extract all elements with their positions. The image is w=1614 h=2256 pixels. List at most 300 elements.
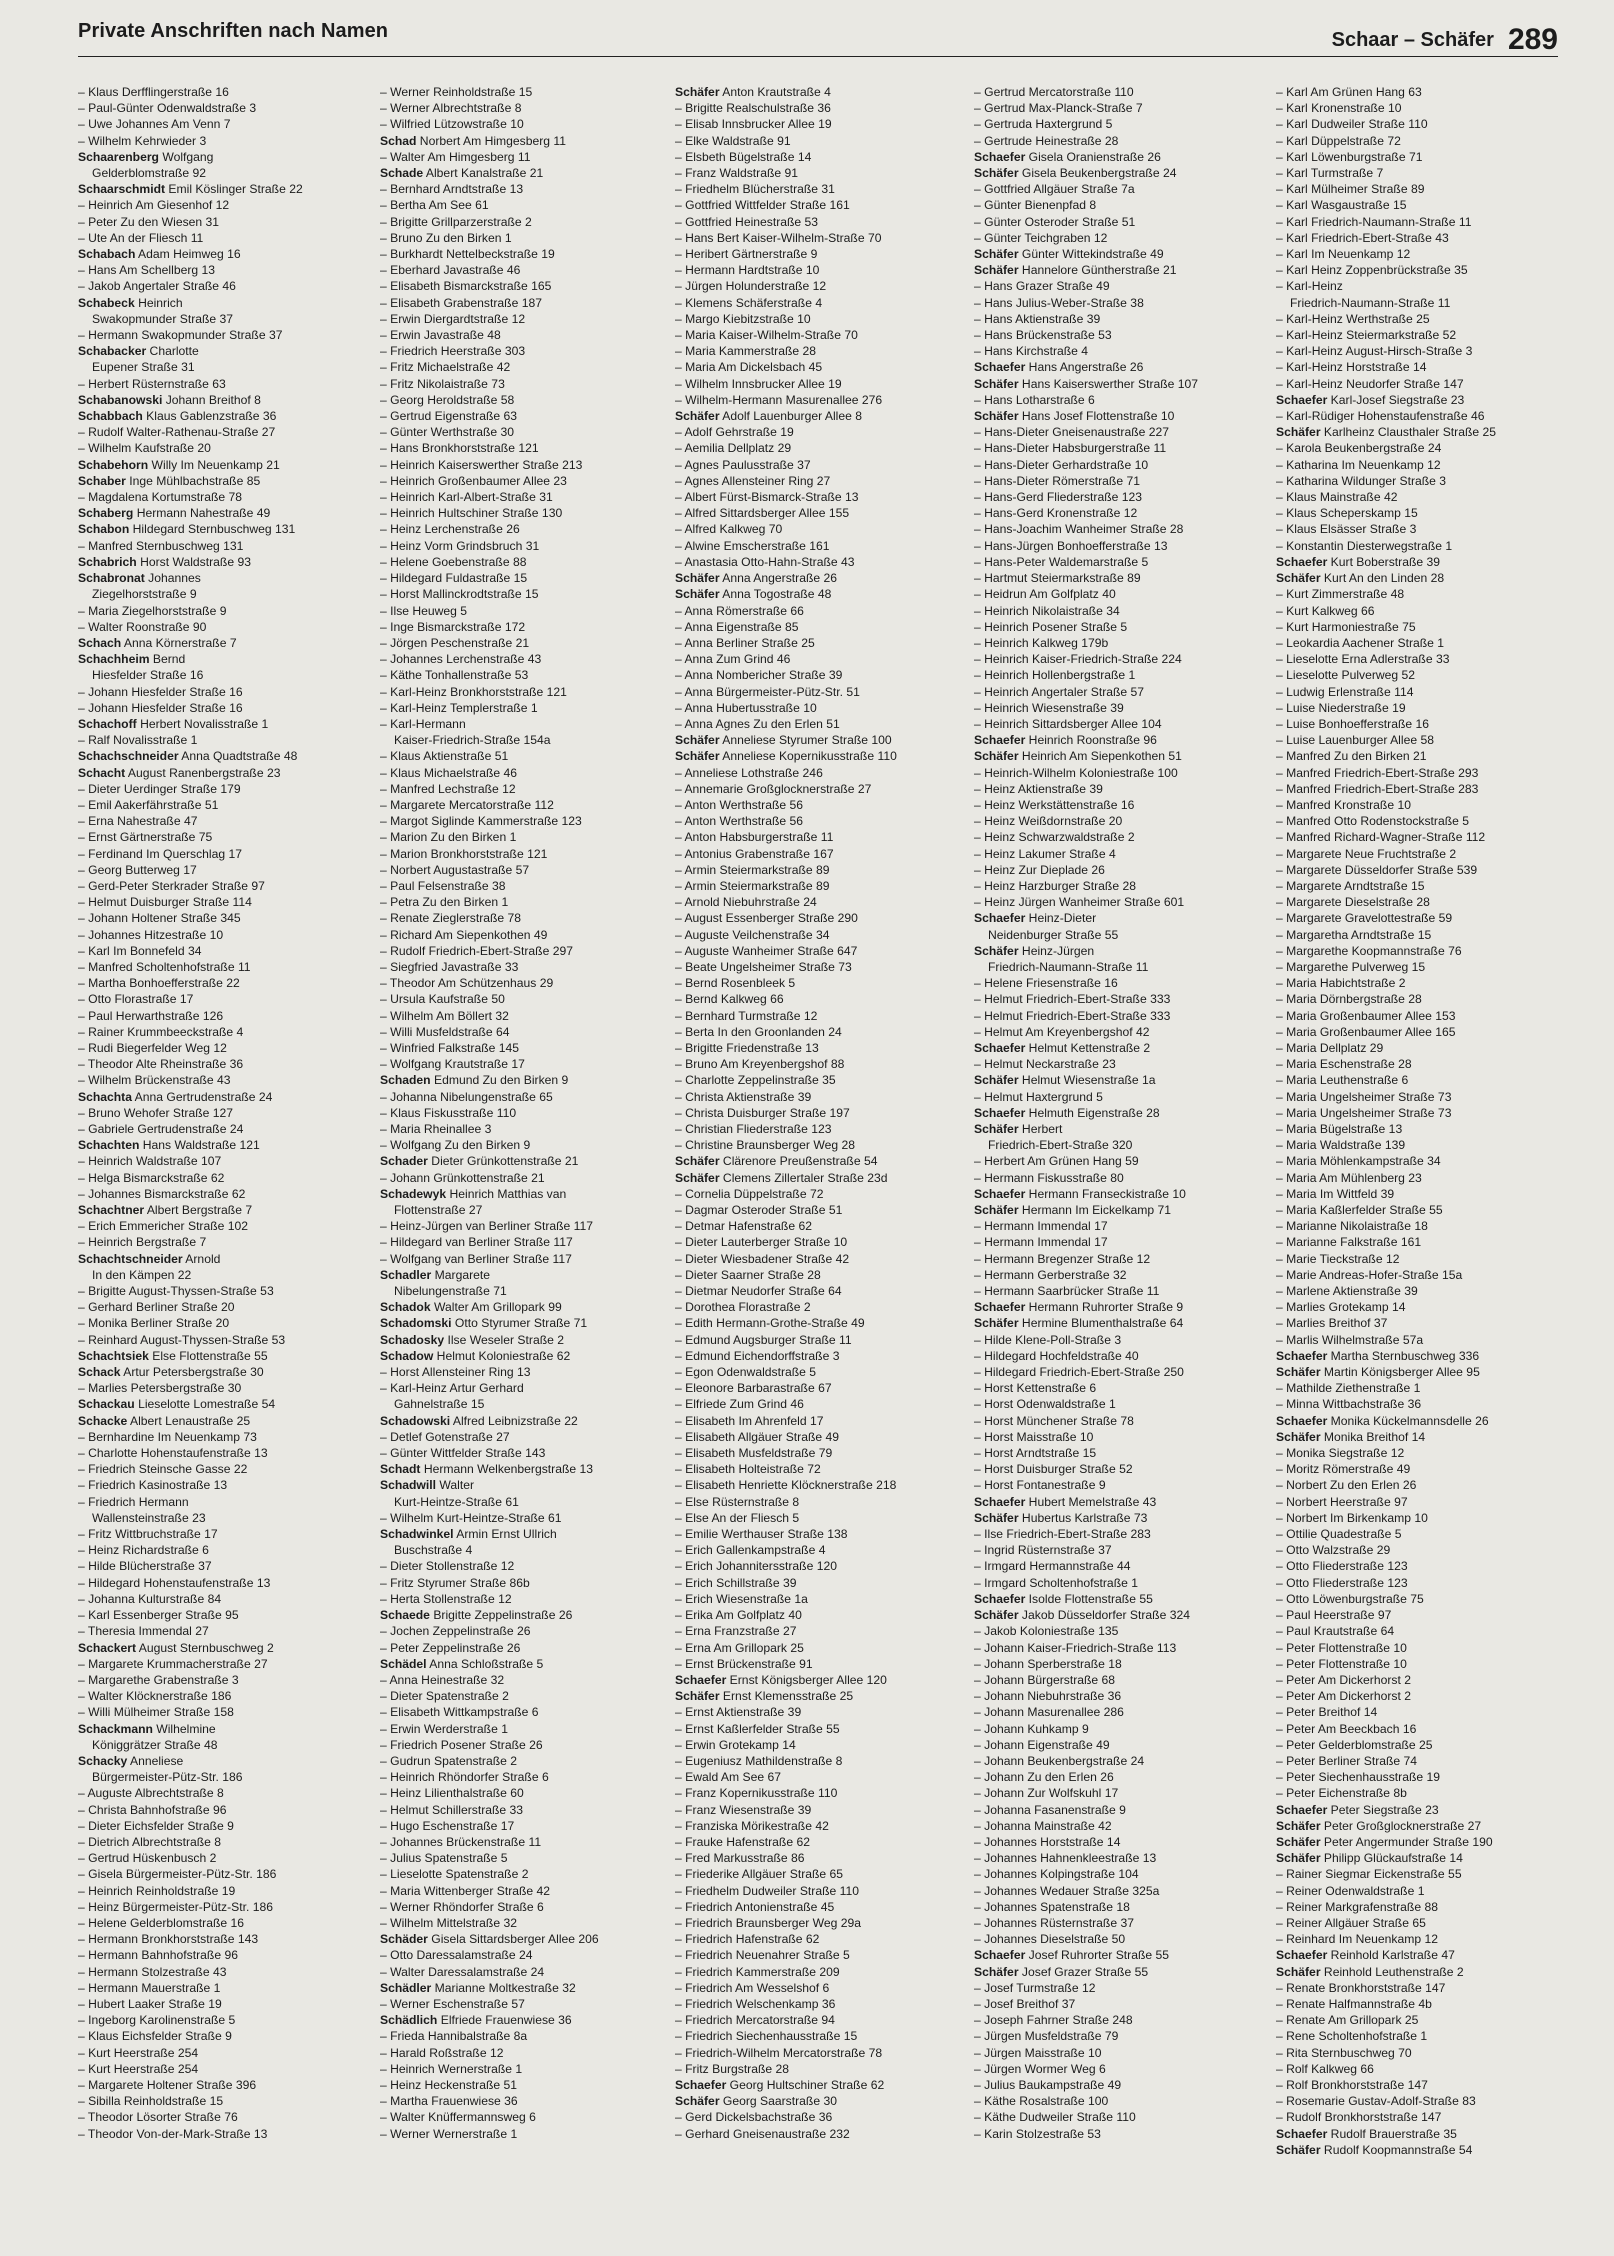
directory-entry: – Marlies Petersbergstraße 30 [78,1381,242,1396]
directory-entry: – Heinz Schwarzwaldstraße 2 [974,830,1135,845]
directory-entry: Hiesfelder Straße 16 [92,668,204,683]
directory-entry: Nibelungenstraße 71 [394,1284,507,1299]
directory-entry: – Peter Gelderblomstraße 25 [1276,1737,1433,1752]
directory-entry: – Luise Bonhoefferstraße 16 [1276,716,1429,731]
directory-entry: – Johann Hiesfelder Straße 16 [78,700,243,715]
directory-entry: Schabronat Johannes [78,571,201,586]
directory-entry: Schäfer Georg Saarstraße 30 [675,2094,837,2109]
directory-entry: – Johann Hiesfelder Straße 16 [78,684,243,699]
directory-entry: – Karl Mülheimer Straße 89 [1276,182,1425,197]
surname: Schäfer [675,409,720,424]
directory-entry: – Gerhard Gneisenaustraße 232 [675,2126,850,2141]
directory-entry: – Antonius Grabenstraße 167 [675,846,834,861]
directory-entry: – Werner Eschenstraße 57 [380,1996,525,2011]
directory-entry: – Elisabeth Im Ahrenfeld 17 [675,1413,824,1428]
directory-entry: Schaefer Hermann Ruhrorter Straße 9 [974,1300,1184,1315]
directory-entry: – Wolfgang Zu den Birken 9 [380,1138,531,1153]
directory-entry: – Heinrich Nikolaistraße 34 [974,603,1120,618]
directory-entry: – Hartmut Steiermarkstraße 89 [974,571,1141,586]
directory-entry: – Eberhard Javastraße 46 [380,263,521,278]
directory-entry: – Hans Brückenstraße 53 [974,328,1112,343]
directory-entry: – Marianne Falkstraße 161 [1276,1235,1422,1250]
surname: Schäfer [675,2094,720,2109]
directory-entry: – Ernst Aktienstraße 39 [675,1705,802,1720]
surname: Schadok [380,1300,431,1315]
directory-entry: – Elisabeth Musfeldstraße 79 [675,1446,833,1461]
column-2 [380,84,672,2142]
directory-entry: – Ute An der Fliesch 11 [78,230,204,245]
directory-entry: Schabrich Horst Waldstraße 93 [78,554,251,569]
directory-entry: – Johannes Spatenstraße 18 [974,1899,1130,1914]
directory-entry: Schäfer Hermine Blumenthalstraße 64 [974,1316,1184,1331]
directory-entry: Schabon Hildegard Sternbuschweg 131 [78,522,296,537]
directory-entry: – Anna Heinestraße 32 [380,1672,505,1687]
directory-entry: Schaberg Hermann Nahestraße 49 [78,506,271,521]
directory-entry: – Elfriede Zum Grind 46 [675,1397,804,1412]
directory-entry: – Karl Kronenstraße 10 [1276,101,1402,116]
directory-entry: Schäfer Hannelore Güntherstraße 21 [974,263,1177,278]
directory-entry: – Else Rüsternstraße 8 [675,1494,800,1509]
directory-entry: – Karl Düppelstraße 72 [1276,133,1401,148]
directory-entry: – Käthe Rosalstraße 100 [974,2094,1109,2109]
directory-entry: – Maria Habichtstraße 2 [1276,976,1406,991]
directory-entry: – Margarete Düsseldorfer Straße 539 [1276,862,1478,877]
directory-entry: – Horst Mallinckrodtstraße 15 [380,587,539,602]
directory-entry: Schachten Hans Waldstraße 121 [78,1138,260,1153]
surname: Schadow [380,1348,434,1363]
directory-entry: – Margarete Krummacherstraße 27 [78,1656,268,1671]
directory-entry: – Klaus Fiskusstraße 110 [380,1105,517,1120]
directory-entry: – Paul Heerstraße 97 [1276,1608,1392,1623]
directory-entry: – Rainer Siegmar Eickenstraße 55 [1276,1867,1462,1882]
directory-entry: – Werner Rhöndorfer Straße 6 [380,1899,544,1914]
directory-entry: – Auguste Albrechtstraße 8 [78,1786,224,1801]
directory-entry: – Irmgard Hermannstraße 44 [974,1559,1131,1574]
surname: Schaefer [974,149,1026,164]
directory-entry: – Horst Fontanestraße 9 [974,1478,1106,1493]
directory-entry: Friedrich-Ebert-Straße 320 [988,1138,1133,1153]
directory-entry: – Katharina Im Neuenkamp 12 [1276,457,1441,472]
directory-entry: – Helmut Friedrich-Ebert-Straße 333 [974,1008,1171,1023]
directory-entry: – Norbert Heerstraße 97 [1276,1494,1408,1509]
directory-entry: Schackert August Sternbuschweg 2 [78,1640,274,1655]
directory-entry: – Hermann Saarbrücker Straße 11 [974,1284,1160,1299]
surname: Schade [380,166,424,181]
directory-entry: – Friedrich Heerstraße 303 [380,344,526,359]
directory-entry: – Christian Fliederstraße 123 [675,1122,832,1136]
directory-entry: – Leokardia Aachener Straße 1 [1276,635,1445,650]
directory-entry: Schädel Anna Schloßstraße 5 [380,1656,544,1671]
directory-entry: – Maria Dörnbergstraße 28 [1276,992,1422,1007]
directory-entry: – Klaus Mainstraße 42 [1276,490,1398,505]
directory-entry: – Johannes Kolpingstraße 104 [974,1867,1139,1882]
directory-entry: – Helmut Neckarstraße 23 [974,1057,1116,1072]
directory-entry: – Peter Flottenstraße 10 [1276,1640,1407,1655]
directory-entry: – Heribert Gärtnerstraße 9 [675,247,818,262]
directory-entry: – Friedrich Posener Straße 26 [380,1737,543,1752]
directory-entry: – Ernst Brückenstraße 91 [675,1656,813,1671]
directory-entry: – Manfred Lechstraße 12 [380,781,516,796]
directory-entry: – Heidrun Am Golfplatz 40 [974,587,1116,602]
directory-entry: – Wilhelm Kehrwieder 3 [78,133,207,148]
directory-entry: – Winfried Falkstraße 145 [380,1040,519,1055]
directory-entry: – Werner Wernerstraße 1 [380,2126,518,2141]
directory-entry: – Heinrich-Wilhelm Koloniestraße 100 [974,765,1178,780]
directory-entry: Buschstraße 4 [394,1543,473,1558]
directory-entry: – Elisabeth Wittkampstraße 6 [380,1705,539,1720]
directory-entry: In den Kämpen 22 [92,1267,192,1282]
directory-entry: Schäfer Anneliese Styrumer Straße 100 [675,733,892,748]
directory-entry: – Manfred Richard-Wagner-Straße 112 [1276,830,1486,845]
directory-entry: – Heinz Zur Dieplade 26 [974,862,1105,877]
directory-entry: – Franziska Mörikestraße 42 [675,1818,829,1833]
directory-entry: – Theodor Alte Rheinstraße 36 [78,1057,244,1072]
directory-entry: – Karl-Heinz August-Hirsch-Straße 3 [1276,344,1473,359]
directory-entry: – Friedrich Kammerstraße 209 [675,1964,840,1979]
directory-entry: – Anton Werthstraße 56 [675,797,803,812]
directory-entry: – Hans-Peter Waldemarstraße 5 [974,554,1149,569]
directory-entry: – Helmut Duisburger Straße 114 [78,895,252,910]
directory-entry: – Ingeborg Karolinenstraße 5 [78,2013,236,2028]
directory-entry: Schaefer Monika Kückelmannsdelle 26 [1276,1413,1489,1428]
directory-entry: – Luise Niederstraße 19 [1276,700,1406,715]
directory-entry: – Reiner Allgäuer Straße 65 [1276,1915,1426,1930]
directory-entry: – Rudolf Walter-Rathenau-Straße 27 [78,425,276,440]
directory-entry: – Ursula Kaufstraße 50 [380,992,505,1007]
directory-entry: – Monika Berliner Straße 20 [78,1316,230,1331]
directory-entry: – Walter Am Himgesberg 11 [380,149,531,164]
directory-entry: – Minna Wittbachstraße 36 [1276,1397,1422,1412]
directory-entry: – Rene Scholtenhofstraße 1 [1276,2029,1428,2044]
directory-entry: – Rainer Krummbeeckstraße 4 [78,1024,244,1039]
directory-entry: – Agnes Allensteiner Ring 27 [675,473,831,488]
surname: Schaefer [974,360,1026,375]
directory-entry: – Fritz Nikolaistraße 73 [380,376,505,391]
directory-entry: – Friedrich Antonienstraße 45 [675,1899,835,1914]
directory-entry: – Christa Aktienstraße 39 [675,1089,812,1104]
directory-entry: – Jörgen Peschenstraße 21 [380,635,530,650]
directory-entry: – Werner Reinholdstraße 15 [380,85,533,99]
directory-entry: Schaefer Helmuth Eigenstraße 28 [974,1105,1160,1120]
directory-entry: – Ferdinand Im Querschlag 17 [78,846,242,861]
directory-entry: – Hildegard Fuldastraße 15 [380,571,528,586]
surname: Schäfer [974,409,1019,424]
directory-entry: Schade Albert Kanalstraße 21 [380,166,544,181]
directory-entry: – Marion Zu den Birken 1 [380,830,517,845]
surname: Schäfer [974,1510,1019,1525]
directory-entry: Schadowski Alfred Leibnizstraße 22 [380,1413,578,1428]
directory-entry: Schack Artur Petersbergstraße 30 [78,1365,264,1380]
directory-entry: – Klaus Scheperskamp 15 [1276,506,1418,521]
surname: Schackert [78,1640,137,1655]
directory-entry: – Maria Eschenstraße 28 [1276,1057,1412,1072]
directory-entry: – Theodor Von-der-Mark-Straße 13 [78,2126,268,2141]
directory-entry: – Maria Im Wittfeld 39 [1276,1186,1395,1201]
directory-entry: – Maria Kammerstraße 28 [675,344,817,359]
directory-entry: – Katharina Wildunger Straße 3 [1276,473,1447,488]
directory-entry: – Hugo Eschenstraße 17 [380,1818,515,1833]
directory-entry: – Elisabeth Allgäuer Straße 49 [675,1429,839,1444]
directory-entry: Schaefer Peter Siegstraße 23 [1276,1802,1439,1817]
surname: Schabehorn [78,457,149,472]
directory-entry: – Horst Duisburger Straße 52 [974,1462,1133,1477]
directory-entry: Schäfer Anna Angerstraße 26 [675,571,837,586]
directory-entry: Schachtschneider Arnold [78,1251,221,1266]
directory-entry: – Albert Fürst-Bismarck-Straße 13 [675,490,859,505]
directory-entry: – Johann Niebuhrstraße 36 [974,1689,1122,1704]
directory-entry: – Anna Römerstraße 66 [675,603,804,618]
directory-entry: Schäfer Helmut Wiesenstraße 1a [974,1073,1156,1088]
directory-entry: – Berta In den Groonlanden 24 [675,1024,842,1039]
surname: Schabrich [78,554,137,569]
directory-entry: Schadwill Walter [380,1478,474,1493]
directory-entry: – Franz Wiesenstraße 39 [675,1802,812,1817]
directory-entry: – Klaus Michaelstraße 46 [380,765,517,780]
directory-entry: – Franz Waldstraße 91 [675,166,799,181]
directory-entry: – Heinrich Hultschiner Straße 130 [380,506,563,521]
directory-entry: – Heinrich Hollenbergstraße 1 [974,668,1136,683]
directory-entry: – Rudi Biegerfelder Weg 12 [78,1040,227,1055]
directory-entry: – Gudrun Spatenstraße 2 [380,1753,518,1768]
directory-entry: – Detlef Gotenstraße 27 [380,1429,510,1444]
directory-entry: – Harald Roßstraße 12 [380,2045,504,2060]
directory-entry: – Siegfried Javastraße 33 [380,959,519,974]
directory-entry: – Emil Aakerfährstraße 51 [78,797,219,812]
directory-entry: – Friedhelm Blücherstraße 31 [675,182,835,197]
directory-entry: – Hildegard Hohenstaufenstraße 13 [78,1575,271,1590]
surname: Schachschneider [78,749,179,764]
directory-entry: – Günter Teichgraben 12 [974,230,1108,245]
directory-entry: – Herbert Rüsternstraße 63 [78,376,226,391]
directory-entry: – Maria Rheinallee 3 [380,1122,492,1136]
directory-entry: – Renate Zieglerstraße 78 [380,911,522,926]
directory-entry: – Fritz Wittbruchstraße 17 [78,1527,218,1542]
directory-entry: Schach Anna Körnerstraße 7 [78,635,237,650]
directory-entry: – Dieter Uerdinger Straße 179 [78,781,241,796]
directory-entry: Schäfer Hans Josef Flottenstraße 10 [974,409,1175,424]
directory-entry: – Kurt Zimmerstraße 48 [1276,587,1405,602]
directory-entry: – Hermann Immendal 17 [974,1235,1108,1250]
surname: Schäfer [974,1203,1019,1218]
directory-entry: – Peter Siechenhausstraße 19 [1276,1770,1440,1785]
directory-entry: – Christine Braunsberger Weg 28 [675,1138,855,1153]
directory-entry: – Peter Flottenstraße 10 [1276,1656,1407,1671]
directory-entry: – Marianne Nikolaistraße 18 [1276,1219,1428,1234]
directory-entry: – Hildegard Hochfeldstraße 40 [974,1348,1139,1363]
column-5 [1276,84,1568,2158]
directory-entry: Schadt Hermann Welkenbergstraße 13 [380,1462,594,1477]
directory-entry: – Hans-Gerd Kronenstraße 12 [974,506,1138,521]
directory-entry: – Hilde Blücherstraße 37 [78,1559,212,1574]
directory-entry: – Heinz Werkstättenstraße 16 [974,797,1135,812]
directory-entry: Kaiser-Friedrich-Straße 154a [394,733,551,748]
directory-entry: – Klaus Aktienstraße 51 [380,749,509,764]
directory-entry: – Richard Am Siepenkothen 49 [380,927,548,942]
directory-entry: – Friedrich Braunsberger Weg 29a [675,1915,862,1930]
directory-entry: – Frieda Hannibalstraße 8a [380,2029,528,2044]
directory-entry: – Margaretha Arndtstraße 15 [1276,927,1432,942]
directory-entry: – Walter Roonstraße 90 [78,619,207,634]
surname: Schaefer [675,2077,727,2092]
directory-entry: Schackau Lieselotte Lomestraße 54 [78,1397,276,1412]
directory-entry: – Karl-Heinz Templerstraße 1 [380,700,538,715]
surname: Schachten [78,1138,140,1153]
directory-entry: Schabacker Charlotte [78,344,199,359]
directory-entry: Wallensteinstraße 23 [92,1510,206,1525]
directory-entry: Neidenburger Straße 55 [988,927,1119,942]
directory-entry: – Klaus Derfflingerstraße 16 [78,85,229,99]
header-right [1332,20,1558,54]
directory-entry: – Käthe Tonhallenstraße 53 [380,668,529,683]
directory-entry: – Konstantin Diesterwegstraße 1 [1276,538,1453,553]
directory-entry: – Maria Ungelsheimer Straße 73 [1276,1105,1452,1120]
directory-entry: – Wilhelm Kaufstraße 20 [78,441,211,456]
column-4 [974,84,1266,2142]
directory-entry: – Josef Turmstraße 12 [974,1980,1096,1995]
surname: Schadt [380,1462,421,1477]
directory-entry: – Agnes Paulusstraße 37 [675,457,811,472]
directory-entry: – Erich Emmericher Straße 102 [78,1219,249,1234]
surname: Schadewyk [380,1186,447,1201]
directory-entry: Schädlich Elfriede Frauenwiese 36 [380,2013,572,2028]
directory-entry: – Karl-Heinz Steiermarkstraße 52 [1276,328,1457,343]
directory-entry: Schaefer Martha Sternbuschweg 336 [1276,1348,1480,1363]
directory-entry: – Johannes Rüsternstraße 37 [974,1915,1134,1930]
directory-entry: – Peter Breithof 14 [1276,1705,1378,1720]
directory-entry: – Friedrich-Wilhelm Mercatorstraße 78 [675,2045,883,2060]
directory-entry: – Johann Masurenallee 286 [974,1705,1124,1720]
directory-entry: – Heinrich Angertaler Straße 57 [974,684,1145,699]
directory-entry: – Heinz Heckenstraße 51 [380,2077,517,2092]
directory-entry: – Wilhelm Kurt-Heintze-Straße 61 [380,1510,562,1525]
directory-entry: – Anton Werthstraße 56 [675,814,803,829]
surname: Schäfer [974,1608,1019,1623]
surname: Schackau [78,1397,135,1412]
directory-entry: Schäfer Monika Breithof 14 [1276,1429,1426,1444]
directory-entry: Schadow Helmut Koloniestraße 62 [380,1348,571,1363]
directory-entry: – Maria Ziegelhorststraße 9 [78,603,227,618]
directory-entry: Eupener Straße 31 [92,360,195,375]
directory-entry: – Rita Sternbuschweg 70 [1276,2045,1412,2060]
directory-entry: – Ilse Heuweg 5 [380,603,468,618]
surname: Schaefer [1276,1802,1328,1817]
directory-entry: – Paul Felsenstraße 38 [380,878,506,893]
directory-entry: Schäfer Jakob Düsseldorfer Straße 324 [974,1608,1190,1623]
surname: Schaarenberg [78,149,159,164]
surname: Schabbach [78,409,143,424]
directory-entry: Schäfer Anton Krautstraße 4 [675,85,831,99]
directory-entry: – Reiner Odenwaldstraße 1 [1276,1883,1425,1898]
directory-entry: – Margarete Gravelottestraße 59 [1276,911,1453,926]
surname: Schaede [380,1608,430,1623]
directory-entry: – Karl Essenberger Straße 95 [78,1608,239,1623]
directory-entry: – Karl-Heinz Werthstraße 25 [1276,311,1430,326]
surname: Schadomski [380,1316,452,1331]
directory-entry: Schacht August Ranenbergstraße 23 [78,765,281,780]
directory-entry: – Dieter Spatenstraße 2 [380,1689,509,1704]
directory-entry: – Karl Friedrich-Naumann-Straße 11 [1276,214,1472,229]
directory-entry: – Renate Am Grillopark 25 [1276,2013,1419,2028]
directory-entry: – Elisabeth Grabenstraße 187 [380,295,542,310]
directory-entry: – Karola Beukenbergstraße 24 [1276,441,1442,456]
directory-entry: Schaefer Reinhold Karlstraße 47 [1276,1948,1455,1963]
directory-entry: – Heinz Lilienthalstraße 60 [380,1786,524,1801]
directory-entry: – Alwine Emscherstraße 161 [675,538,830,553]
directory-entry: Schaefer Hubert Memelstraße 43 [974,1494,1157,1509]
directory-entry: – Elisabeth Bismarckstraße 165 [380,279,552,294]
directory-entry: Schäfer Reinhold Leuthenstraße 2 [1276,1964,1464,1979]
directory-entry: – Herbert Am Grünen Hang 59 [974,1154,1139,1169]
directory-entry: – Peter Am Dickerhorst 2 [1276,1689,1411,1704]
directory-entry: – Christa Bahnhofstraße 96 [78,1802,227,1817]
directory-entry: Schabeck Heinrich [78,295,183,310]
directory-entry: Schäfer Hermann Im Eickelkamp 71 [974,1203,1172,1218]
surname: Schaefer [974,1105,1026,1120]
directory-entry: – Eleonore Barbarastraße 67 [675,1381,832,1396]
directory-entry: – Renate Bronkhorststraße 147 [1276,1980,1446,1995]
directory-entry: – Ludwig Erlenstraße 114 [1276,684,1414,699]
surname: Schadowski [380,1413,451,1428]
directory-entry: – Edith Hermann-Grothe-Straße 49 [675,1316,865,1331]
surname: Schaefer [974,1186,1026,1201]
directory-entry: – Gertruda Haxtergrund 5 [974,117,1113,132]
directory-entry: Schäfer Heinrich Am Siepenkothen 51 [974,749,1182,764]
directory-entry: – Heinrich Kaiser-Friedrich-Straße 224 [974,652,1182,667]
directory-entry: – Karl-Heinz Bronkhorststraße 121 [380,684,567,699]
directory-entry: – Heinrich Großenbaumer Allee 23 [380,473,567,488]
directory-entry: – Helene Goebenstraße 88 [380,554,527,569]
directory-entry: – Monika Siegstraße 12 [1276,1446,1405,1461]
surname: Schaberg [78,506,134,521]
directory-entry: Schädler Marianne Moltkestraße 32 [380,1980,576,1995]
surname: Schack [78,1365,121,1380]
directory-entry: – Marlis Wilhelmstraße 57a [1276,1332,1424,1347]
directory-entry: – Margarethe Koopmannstraße 76 [1276,943,1462,958]
directory-entry: – Hermann Stolzestraße 43 [78,1964,227,1979]
surname: Schäder [380,1932,428,1947]
directory-entry: – Dieter Stollenstraße 12 [380,1559,515,1574]
directory-entry: – Karl-Heinz Neudorfer Straße 147 [1276,376,1464,391]
directory-entry: – Paul Herwarthstraße 126 [78,1008,224,1023]
directory-entry: – Heinrich Waldstraße 107 [78,1154,222,1169]
directory-entry: – Herta Stollenstraße 12 [380,1591,512,1606]
directory-entry: – Maria Am Mühlenberg 23 [1276,1170,1422,1185]
directory-entry: – Gabriele Gertrudenstraße 24 [78,1122,244,1136]
directory-entry: – Rolf Kalkweg 66 [1276,2061,1374,2076]
directory-entry: – Ernst Kaßlerfelder Straße 55 [675,1721,840,1736]
directory-entry: – Wilhelm Brückenstraße 43 [78,1073,231,1088]
directory-entry: – Jochen Zeppelinstraße 26 [380,1624,531,1639]
directory-entry: – Fred Markusstraße 86 [675,1851,805,1866]
directory-entry: – Horst Münchener Straße 78 [974,1413,1134,1428]
directory-entry: – Friedhelm Dudweiler Straße 110 [675,1883,859,1898]
directory-entry: – Horst Maisstraße 10 [974,1429,1094,1444]
directory-entry: – Anna Berliner Straße 25 [675,635,815,650]
directory-entry: – Bernhard Turmstraße 12 [675,1008,818,1023]
surname: Schäfer [974,1122,1019,1136]
surname: Schaefer [1276,1948,1328,1963]
directory-entry: – Brigitte August-Thyssen-Straße 53 [78,1284,274,1299]
directory-entry: – Klaus Eichsfelder Straße 9 [78,2029,232,2044]
directory-entry: – Helene Gelderblomstraße 16 [78,1915,245,1930]
directory-entry: – Johanna Nibelungenstraße 65 [380,1089,553,1104]
directory-entry: – Arnold Niebuhrstraße 24 [675,895,817,910]
directory-entry: – Günter Bienenpfad 8 [974,198,1097,213]
directory-entry: – Martha Bonhoefferstraße 22 [78,976,240,991]
directory-entry: – Anton Habsburgerstraße 11 [675,830,834,845]
directory-entry: – Inge Bismarckstraße 172 [380,619,526,634]
directory-entry: – Käthe Dudweiler Straße 110 [974,2110,1136,2125]
